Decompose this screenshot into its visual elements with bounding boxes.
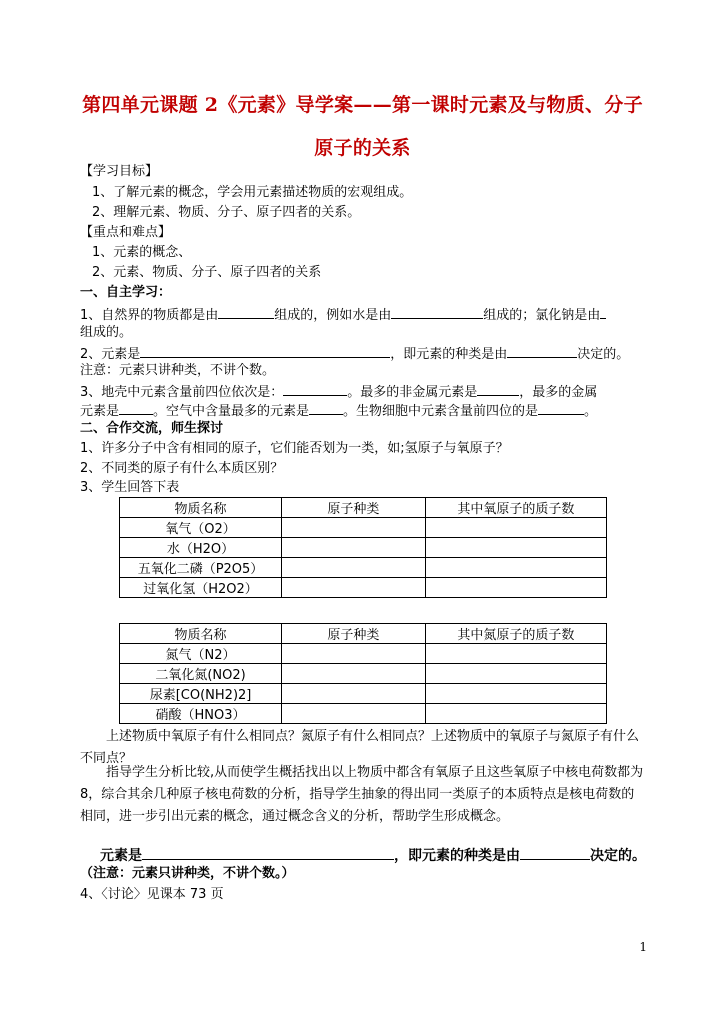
answer-cell[interactable]: [425, 644, 606, 664]
table-header-cell: 其中氮原子的质子数: [425, 624, 606, 644]
table-row: [120, 538, 607, 558]
question-4: 4、〈讨论〉见课本 73 页: [80, 887, 224, 902]
answer-cell[interactable]: [282, 664, 426, 684]
table-row: [120, 558, 607, 578]
self-study-question-1-cont: 组成的。: [80, 325, 133, 340]
substance-cell: 硝酸（HNO3）: [120, 704, 282, 724]
substance-cell: 尿素[CO(NH2)2]: [120, 684, 282, 704]
table-row: [120, 684, 607, 704]
answer-cell[interactable]: [425, 704, 606, 724]
substance-cell: 氧气（O2）: [120, 518, 282, 538]
discussion-paragraph-1: 上述物质中氧原子有什么相同点？氮原子有什么相同点？上述物质中的氧原子与氮原子有什么不同点？: [80, 729, 640, 766]
answer-cell[interactable]: [425, 558, 606, 578]
coop-header: 二、合作交流，师生探讨: [80, 421, 224, 436]
summary-note: （注意：元素只讲种类，不讲个数。）: [80, 866, 295, 881]
answer-blank[interactable]: [391, 304, 483, 319]
self-study-note: 注意：元素只讲种类，不讲个数。: [80, 363, 276, 378]
answer-cell[interactable]: [425, 578, 606, 598]
answer-cell[interactable]: [282, 704, 426, 724]
answer-blank[interactable]: [283, 381, 347, 396]
keypoint-item-1: 1、元素的概念、: [92, 245, 192, 260]
answer-blank[interactable]: [520, 845, 590, 860]
table-row: [120, 664, 607, 684]
table-header-row: [120, 498, 607, 518]
answer-blank[interactable]: [507, 343, 577, 358]
answer-cell[interactable]: [425, 684, 606, 704]
self-study-question-3-cont: 元素是 。空气中含量最多的元素是 。生物细胞中元素含量前四位的是 。: [80, 400, 597, 421]
nitrogen-table: [119, 623, 607, 724]
coop-question-1: 1、许多分子中含有相同的原子，它们能否划为一类，如;氢原子与氧原子？: [80, 441, 509, 456]
table-row: [120, 578, 607, 598]
table-header-cell: 原子种类: [282, 498, 426, 518]
answer-blank[interactable]: [218, 304, 274, 319]
discussion-paragraph-2: 指导学生分析比较,从而使学生概括找出以上物质中都含有氧原子且这些氧原子中核电荷数都为 8，综合其余几种原子核电荷数的分析，指导学生抽象的得出同一类原子的本质特点是核电荷数的相同，进一步引出元素的概念，通过概念含义的分析，帮助学生形成概念。: [80, 765, 644, 824]
answer-blank[interactable]: [119, 400, 153, 415]
document-title-line2: 原子的关系: [314, 137, 411, 159]
substance-cell: 二氧化氮(NO2): [120, 664, 282, 684]
self-study-question-2: 2、元素是 ，即元素的种类是由 决定的。: [80, 343, 629, 364]
coop-question-2: 2、不同类的原子有什么本质区别？: [80, 461, 284, 476]
substance-cell: 氮气（N2）: [120, 644, 282, 664]
document-title-line1: 第四单元课题 2《元素》导学案——第一课时元素及与物质、分子: [82, 94, 643, 116]
answer-blank[interactable]: [309, 400, 343, 415]
answer-blank[interactable]: [600, 304, 606, 319]
keypoint-item-2: 2、元素、物质、分子、原子四者的关系: [92, 265, 322, 280]
self-study-question-1: 1、自然界的物质都是由 组成的，例如水是由 组成的；氯化钠是由: [80, 304, 606, 325]
answer-cell[interactable]: [282, 538, 426, 558]
table-header-cell: 物质名称: [120, 624, 282, 644]
answer-blank[interactable]: [538, 400, 584, 415]
keypoints-header: 【重点和难点】: [80, 225, 172, 240]
self-study-header: 一、自主学习：: [80, 285, 172, 300]
table-header-cell: 其中氧原子的质子数: [425, 498, 606, 518]
answer-cell[interactable]: [425, 538, 606, 558]
table-header-cell: 物质名称: [120, 498, 282, 518]
coop-question-3: 3、学生回答下表: [80, 480, 180, 495]
element-definition-summary: 元素是 ，即元素的种类是由 决定的。: [100, 845, 646, 865]
answer-cell[interactable]: [425, 518, 606, 538]
self-study-question-3: 3、地壳中元素含量前四位依次是： 。最多的非金属元素是 ，最多的金属: [80, 381, 597, 402]
answer-blank[interactable]: [140, 343, 390, 358]
table-row: [120, 704, 607, 724]
answer-blank[interactable]: [142, 845, 394, 860]
answer-cell[interactable]: [425, 664, 606, 684]
objective-item-1: 1、了解元素的概念，学会用元素描述物质的宏观组成。: [92, 185, 413, 200]
substance-cell: 水（H2O）: [120, 538, 282, 558]
substance-cell: 过氧化氢（H2O2）: [120, 578, 282, 598]
answer-cell[interactable]: [282, 684, 426, 704]
table-row: [120, 518, 607, 538]
oxygen-table: [119, 497, 607, 598]
table-row: [120, 644, 607, 664]
answer-cell[interactable]: [282, 558, 426, 578]
answer-blank[interactable]: [477, 381, 519, 396]
objective-item-2: 2、理解元素、物质、分子、原子四者的关系。: [92, 205, 361, 220]
answer-cell[interactable]: [282, 518, 426, 538]
table-header-row: [120, 624, 607, 644]
table-header-cell: 原子种类: [282, 624, 426, 644]
substance-cell: 五氧化二磷（P2O5）: [120, 558, 282, 578]
answer-cell[interactable]: [282, 578, 426, 598]
objectives-header: 【学习目标】: [80, 164, 159, 179]
answer-cell[interactable]: [282, 644, 426, 664]
page-number: 1: [639, 940, 647, 954]
